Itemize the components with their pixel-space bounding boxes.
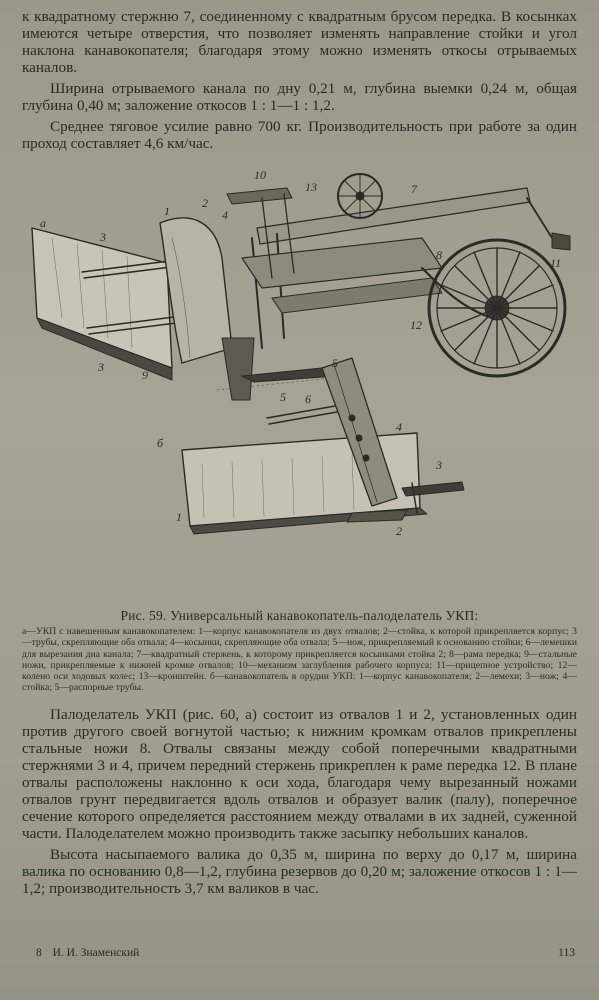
callout-b: 1 bbox=[176, 510, 182, 524]
callout-a: 1 bbox=[164, 204, 170, 218]
figure-legend: а—УКП с навешенным канавокопателем: 1—корпус канавокопателя из двух отвалов; 2—стойка, к которой прикрепляется корпус; 3—трубы, скрепляющие оба отвала; 4—косынки, скрепляющие оба отвала; 5—нож, прикрепляемый к основанию стойки; 6—лемешки для вырезания дна канала; 7—квадратный стержень, к которому прикрепляется косынками стойка 2; 8—рама передка; 9—стальные ножи, прикрепляемые к нижней кромке отвалов; 10—механизм заглубления рабочего корпуса; 11—прицепное устройство; 12—колено оси ходовых колес; 13—кронштейн. б—канавокопатель в орудии УКП: 1—корпус канавокопателя; 2—лемехи; 3—нож; 4—стойка; 5—распорные трубы. bbox=[22, 626, 577, 694]
callout-a: 13 bbox=[305, 180, 317, 194]
page-number: 113 bbox=[558, 947, 575, 959]
callout-a: 3 bbox=[98, 360, 104, 374]
figure-label-a: а bbox=[40, 216, 46, 230]
figure-59 bbox=[22, 168, 577, 602]
callout-a: 9 bbox=[142, 368, 148, 382]
callout-a: 11 bbox=[550, 256, 562, 270]
callout-a: 2 bbox=[202, 196, 208, 210]
callout-b: 4 bbox=[396, 420, 402, 434]
paragraph-top-3: Среднее тяговое усилие равно 700 кг. Производительность при работе за один проход составляет 4,6 км/час. bbox=[22, 118, 577, 152]
paragraph-top-1: к квадратному стержню 7, соединенному с квадратным брусом передка. В косынках имеются четыре отверстия, что позволяет изменять направление стойки и угол наклона канавокопателя; благодаря этому можно изменять откосы отрываемых каналов. bbox=[22, 8, 577, 76]
paragraph-body-1: Палоделатель УКП (рис. 60, а) состоит из отвалов 1 и 2, установленных один против другого своей вогнутой частью; к нижним кромкам отвалов прикреплены стальные ножи 8. Отвалы связаны между собой поперечными квадратными стержнями 3 и 4, причем передний стержень прикреплен к раме передка 12. В плане отвалы расположены наклонно к оси хода, благодаря чему вырезанный ножами отвалов грунт передвигается вдоль отвалов и образует валик (палу), поперечное сечение которого определяется расстоянием между отвалами в их задней, суженной части. Палоделателем можно производить также засыпку небольших каналов. bbox=[22, 705, 577, 842]
callout-a: 7 bbox=[411, 182, 417, 196]
figure-label-b: б bbox=[157, 436, 164, 450]
author-name: И. И. Знаменский bbox=[52, 947, 140, 959]
callout-b: 5 bbox=[280, 390, 286, 404]
callout-a: 10 bbox=[254, 168, 266, 182]
callout-a: 3 bbox=[100, 230, 106, 244]
paragraph-body-2: Высота насыпаемого валика до 0,35 м, ширина по верху до 0,17 м, ширина валика по основанию 0,8—1,2, глубина резервов до 0,20 м; заложение откосов 1 : 1—1,2; производительность 3,7 км валиков в час. bbox=[22, 845, 577, 897]
callout-b: 2 bbox=[396, 524, 402, 538]
callout-a: 5 bbox=[332, 356, 338, 370]
callout-b: 3 bbox=[436, 458, 442, 472]
callout-a: 4 bbox=[222, 208, 228, 222]
callout-a: 6 bbox=[305, 392, 311, 406]
callout-a: 12 bbox=[410, 318, 422, 332]
callout-a: 8 bbox=[436, 248, 442, 262]
paragraph-top-2: Ширина отрываемого канала по дну 0,21 м, глубина выемки 0,24 м, общая глубина 0,40 м; заложение откосов 1 : 1—1 : 1,2. bbox=[22, 80, 577, 114]
page-footer bbox=[36, 947, 575, 959]
signature-mark: 8 bbox=[36, 947, 42, 959]
figure-caption-title: Рис. 59. Универсальный канавокопатель-палоделатель УКП: bbox=[120, 608, 479, 623]
